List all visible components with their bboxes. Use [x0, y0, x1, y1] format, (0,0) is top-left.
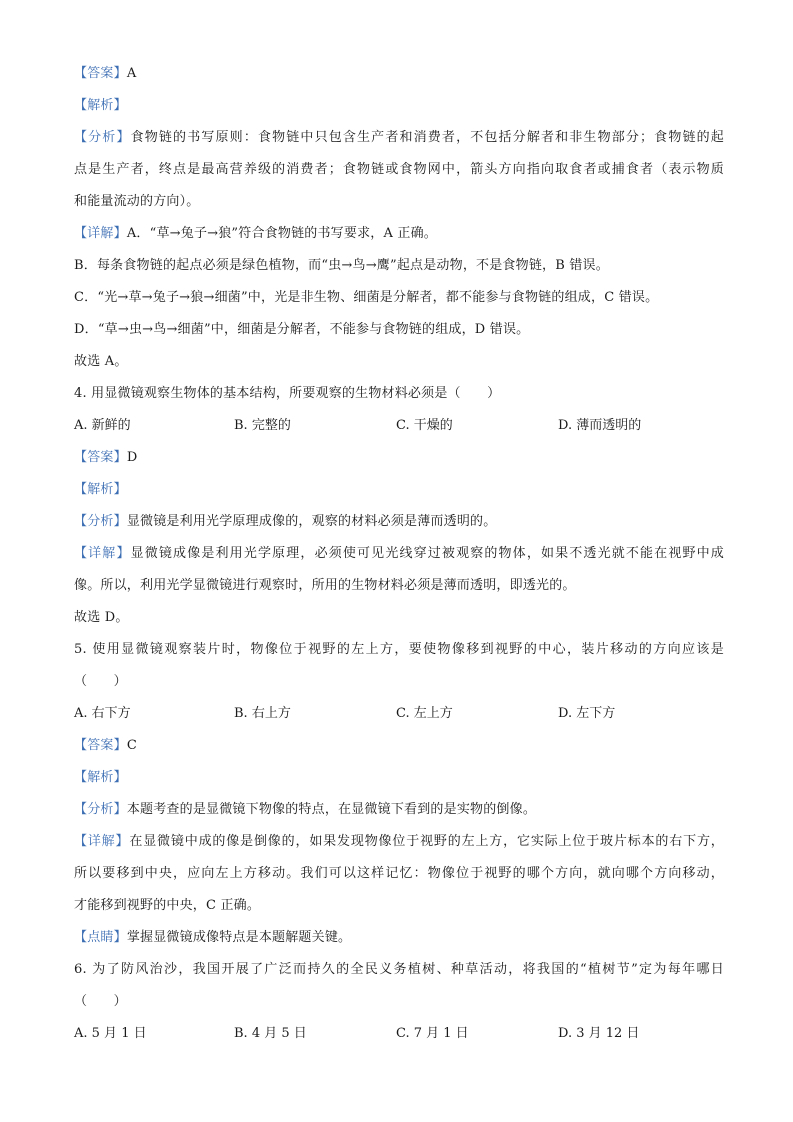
option-a: A. 5 月 1 日: [74, 1026, 147, 1041]
paragraph-text: 才能移到视野的中央，C 正确。: [74, 898, 261, 913]
xiangjie-tag: 【详解】: [74, 834, 130, 849]
explanation-line: [74, 546, 724, 562]
paragraph-text: B．每条食物链的起点必须是绿色植物，而“虫→鸟→鹰”起点是动物，不是食物链，B 错误。: [74, 258, 609, 273]
conclusion-line: [74, 354, 724, 370]
question-6: [74, 962, 724, 978]
paragraph-text: 所以要移到中央，应向左上方移动。我们可以这样记忆：物像位于视野的哪个方向，就向哪个方向移动，: [74, 866, 724, 881]
option-a: A. 右下方: [74, 706, 131, 721]
conclusion-line: [74, 610, 724, 626]
paragraph-text: A．“草→兔子→狼”符合食物链的书写要求，A 正确。: [126, 226, 437, 241]
fenxi-tag: 【分析】: [74, 514, 127, 529]
answer-value: C: [126, 738, 137, 753]
option-d: D. 左下方: [558, 706, 616, 721]
analysis-paragraph-line: [74, 514, 724, 530]
paragraph-text: D．“草→虫→鸟→细菌”中，细菌是分解者，不能参与食物链的组成，D 错误。: [74, 322, 530, 337]
option-b: B. 完整的: [234, 418, 291, 433]
paragraph-text: 本题考查的是显微镜下物像的特点，在显微镜下看到的是实物的倒像。: [126, 802, 537, 817]
answer-tag: 【答案】: [74, 738, 127, 753]
analysis-paragraph-line: [74, 802, 724, 818]
paragraph-text: 掌握显微镜成像特点是本题解题关键。: [126, 930, 352, 945]
analysis-tag: 【解析】: [74, 98, 127, 113]
analysis-heading: [74, 482, 724, 498]
explanation-line: [74, 898, 724, 914]
explanation-line: [74, 322, 724, 338]
answer-tag: 【答案】: [74, 66, 127, 81]
question-text: 6. 为了防风治沙，我国开展了广泛而持久的全民义务植树、种草活动，将我国的“植树节”定为每年哪日: [74, 962, 724, 977]
answer-bracket: （ ）: [74, 674, 127, 689]
answer-bracket: （ ）: [74, 994, 127, 1009]
explanation-line: [74, 578, 724, 594]
analysis-paragraph-line: [74, 162, 724, 178]
answer-line: [74, 738, 724, 754]
fenxi-tag: 【分析】: [74, 802, 127, 817]
question-5: [74, 642, 724, 658]
answer-tag: 【答案】: [74, 450, 127, 465]
paragraph-text: 故选 D。: [74, 610, 129, 625]
question-text: 4. 用显微镜观察生物体的基本结构，所要观察的生物材料必须是（ ）: [74, 386, 501, 401]
xiangjie-tag: 【详解】: [74, 226, 127, 241]
paragraph-text: 显微镜是利用光学原理成像的，观察的材料必须是薄而透明的。: [126, 514, 497, 529]
analysis-tag: 【解析】: [74, 770, 127, 785]
answer-value: A: [126, 66, 137, 81]
question-6-bracket: [74, 994, 724, 1010]
analysis-paragraph-line: [74, 194, 724, 210]
answer-line: [74, 450, 724, 466]
analysis-heading: [74, 770, 724, 786]
key-point-line: [74, 930, 724, 946]
analysis-paragraph-line: [74, 130, 724, 146]
xiangjie-tag: 【详解】: [74, 546, 131, 561]
option-b: B. 右上方: [234, 706, 291, 721]
paragraph-text: 像。所以，利用光学显微镜进行观察时，所用的生物材料必须是薄而透明，即透光的。: [74, 578, 576, 593]
analysis-heading: [74, 98, 724, 114]
explanation-line: [74, 226, 724, 242]
question-5-bracket: [74, 674, 724, 690]
option-c: C. 左上方: [396, 706, 453, 721]
option-b: B. 4 月 5 日: [234, 1026, 307, 1041]
option-d: D. 3 月 12 日: [558, 1026, 640, 1041]
analysis-tag: 【解析】: [74, 482, 127, 497]
paragraph-text: 显微镜成像是利用光学原理，必须使可见光线穿过被观察的物体，如果不透光就不能在视野中成: [130, 546, 724, 561]
answer-value: D: [126, 450, 138, 465]
paragraph-text: 故选 A。: [74, 354, 128, 369]
question-4: [74, 386, 724, 402]
option-a: A. 新鲜的: [74, 418, 131, 433]
paragraph-text: 和能量流动的方向）。: [74, 194, 200, 209]
dianjing-tag: 【点睛】: [74, 930, 127, 945]
paragraph-text: C．“光→草→兔子→狼→细菌”中，光是非生物、细菌是分解者，都不能参与食物链的组成，C 错误。: [74, 290, 659, 305]
explanation-line: [74, 834, 724, 850]
option-c: C. 干燥的: [396, 418, 453, 433]
option-c: C. 7 月 1 日: [396, 1026, 469, 1041]
explanation-line: [74, 290, 724, 306]
paragraph-text: 在显微镜中成的像是倒像的，如果发现物像位于视野的左上方，它实际上位于玻片标本的右下方，: [129, 834, 724, 849]
question-text: 5. 使用显微镜观察装片时，物像位于视野的左上方，要使物像移到视野的中心，装片移动的方向应该是: [74, 642, 724, 657]
option-d: D. 薄而透明的: [558, 418, 642, 433]
fenxi-tag: 【分析】: [74, 130, 131, 145]
answer-line: [74, 66, 724, 82]
paragraph-text: 食物链的书写原则：食物链中只包含生产者和消费者，不包括分解者和非生物部分；食物链的起: [130, 130, 724, 145]
explanation-line: [74, 866, 724, 882]
paragraph-text: 点是生产者，终点是最高营养级的消费者；食物链或食物网中，箭头方向指向取食者或捕食者（表示物质: [74, 162, 724, 177]
explanation-line: [74, 258, 724, 274]
